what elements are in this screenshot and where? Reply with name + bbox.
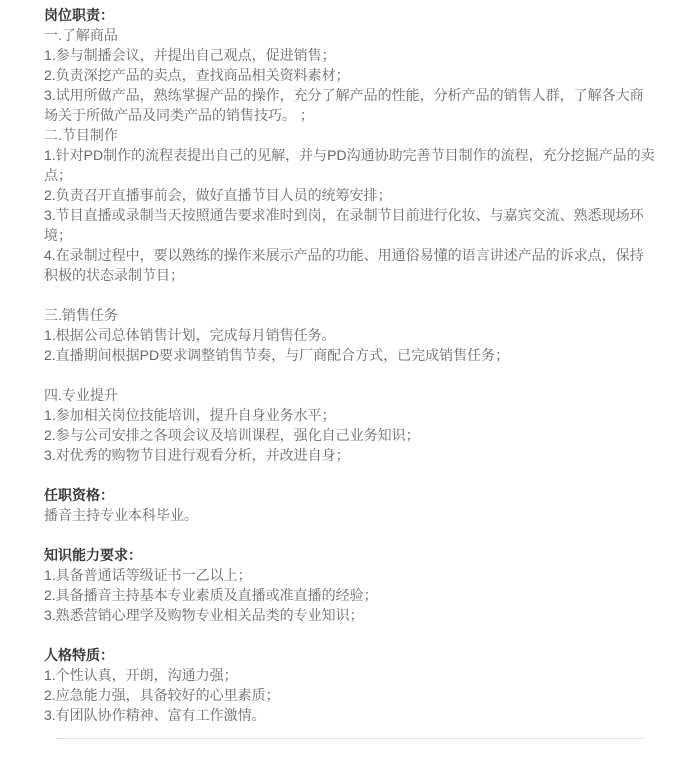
text-line: 4.在录制过程中，要以熟练的操作来展示产品的功能、用通俗易懂的语言讲述产品的诉求点，保持积极的状态录制节目； — [44, 247, 644, 283]
text-line: 1.个性认真，开朗，沟通力强； — [44, 667, 238, 683]
text-line: 四.专业提升 — [44, 387, 118, 403]
blank-line — [44, 525, 656, 545]
text-line: 3.节目直播或录制当天按照通告要求准时到岗，在录制节目前进行化妆、与嘉宾交流、熟悉现场环境； — [44, 207, 644, 243]
text-line: 2.具备播音主持基本专业素质及直播或准直播的经验； — [44, 587, 378, 603]
blank-line — [44, 625, 656, 645]
text-line: 一.了解商品 — [44, 27, 118, 43]
text-line: 三.销售任务 — [44, 307, 118, 323]
blank-line — [44, 365, 656, 385]
text-line: 3.对优秀的购物节目进行观看分析，并改进自身； — [44, 447, 350, 463]
section-heading: 知识能力要求： — [44, 547, 142, 563]
text-line: 播音主持专业本科毕业。 — [44, 507, 198, 523]
text-line: 2.应急能力强，具备较好的心里素质； — [44, 687, 280, 703]
section-heading: 任职资格： — [44, 487, 114, 503]
blank-line — [44, 465, 656, 485]
text-line: 2.直播期间根据PD要求调整销售节奏，与厂商配合方式，已完成销售任务； — [44, 347, 510, 363]
text-line: 二.节目制作 — [44, 127, 118, 143]
text-line: 1.针对PD制作的流程表提出自己的见解，并与PD沟通协助完善节目制作的流程，充分挖掘产品的卖点； — [44, 147, 655, 183]
text-line: 1.参与制播会议，并提出自己观点，促进销售； — [44, 47, 336, 63]
blank-line — [44, 285, 656, 305]
text-line: 2.参与公司安排之各项会议及培训课程，强化自己业务知识； — [44, 427, 420, 443]
text-line: 1.具备普通话等级证书一乙以上； — [44, 567, 252, 583]
text-line: 3.熟悉营销心理学及购物专业相关品类的专业知识； — [44, 607, 364, 623]
section-heading: 岗位职责： — [44, 7, 114, 23]
text-line: 3.有团队协作精神、富有工作激情。 — [44, 707, 266, 723]
dotted-divider — [56, 738, 644, 739]
text-line: 1.根据公司总体销售计划，完成每月销售任务。 — [44, 327, 336, 343]
document-body — [44, 5, 656, 725]
section-heading: 人格特质： — [44, 647, 114, 663]
text-line: 2.负责召开直播事前会，做好直播节目人员的统筹安排； — [44, 187, 392, 203]
text-line: 2.负责深挖产品的卖点，查找商品相关资料素材； — [44, 67, 350, 83]
text-line: 3.试用所做产品，熟练掌握产品的操作，充分了解产品的性能，分析产品的销售人群，了解各大商场关于所做产品及同类产品的销售技巧。 ； — [44, 87, 644, 123]
text-line: 1.参加相关岗位技能培训，提升自身业务水平； — [44, 407, 336, 423]
